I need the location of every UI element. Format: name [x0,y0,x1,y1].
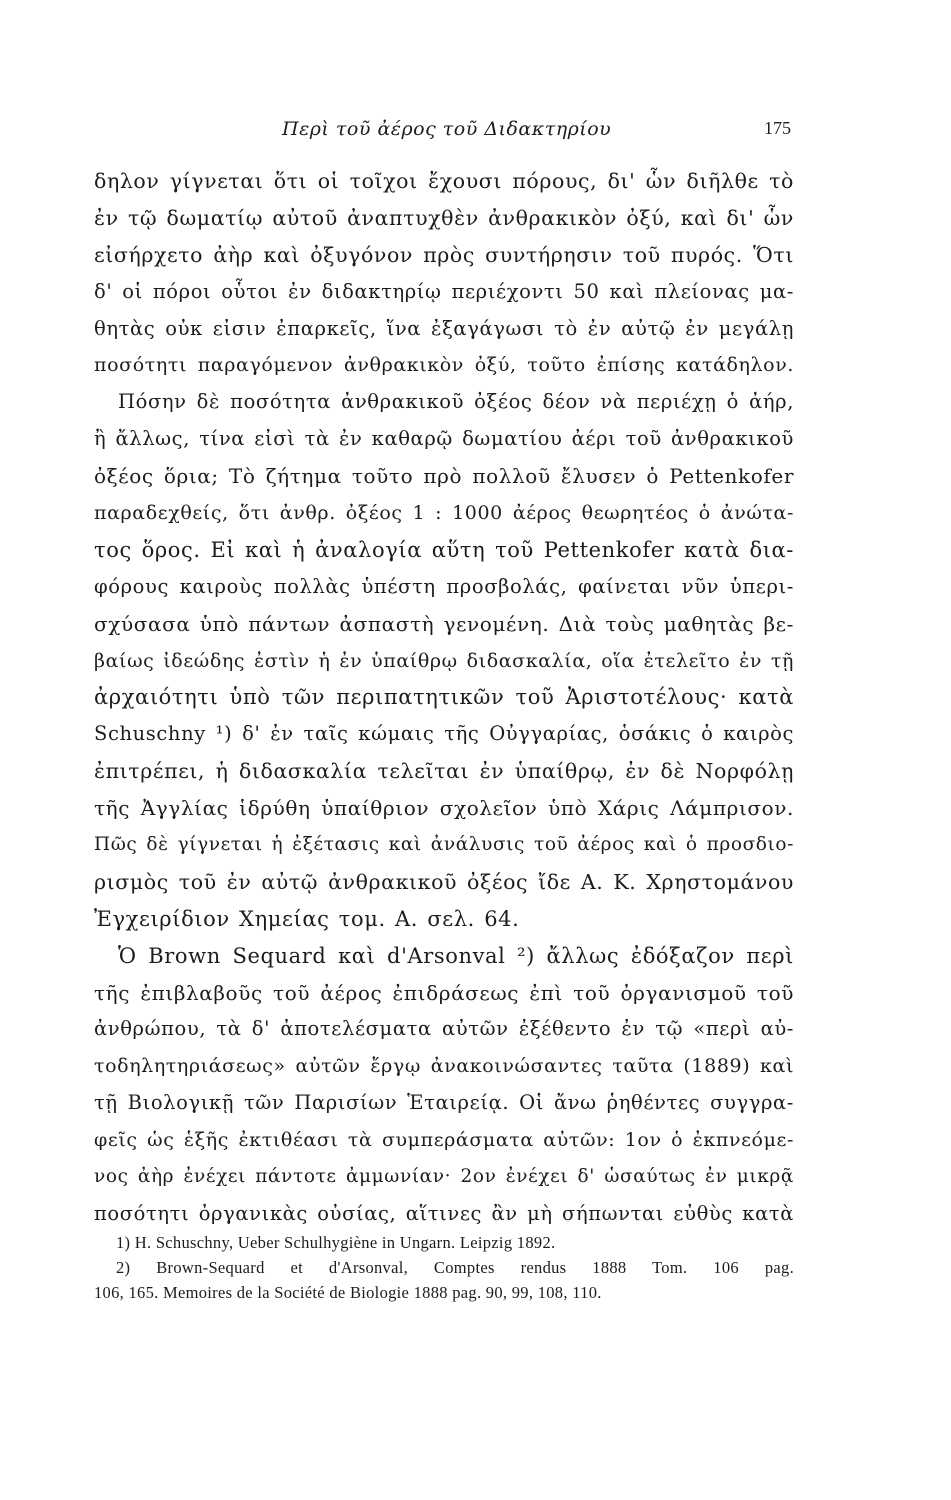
footnotes [94,1230,794,1305]
text-line: τος ὅρος. Εἰ καὶ ἡ ἀναλογία αὕτη τοῦ Pettenkofer κατὰ δια- [94,537,794,562]
text-line: τῇ Βιολογικῇ τῶν Παρισίων Ἑταιρείᾳ. Οἱ ἄνω ῥηθέντες συγγρα- [94,1091,794,1115]
text-line: τῆς Ἀγγλίας ἱδρύθη ὑπαίθριον σχολεῖον ὑπὸ Χάρις Λάμπρισον. [94,796,794,821]
text-line: τῆς ἐπιβλαβοῦς τοῦ ἀέρος ἐπιδράσεως ἐπὶ τοῦ ὀργανισμοῦ τοῦ [94,980,794,1005]
text-line: Πῶς δὲ γίγνεται ἡ ἐξέτασις καὶ ἀνάλυσις τοῦ ἀέρος καὶ ὁ προσδιο- [94,834,794,856]
text-line: ἀνθρώπου, τὰ δ' ἀποτελέσματα αὐτῶν ἐξέθεντο ἐν τῷ «περὶ αὐ- [94,1017,794,1041]
text-line: Ὁ Brown Sequard καὶ d'Arsonval ²) ἄλλως ἐδόξαζον περὶ [118,943,794,968]
text-line: ἐπιτρέπει, ἡ διδασκαλία τελεῖται ἐν ὑπαίθρῳ, ἐν δὲ Νορφόλῃ [94,759,794,784]
footnote-2: 2) Brown-Sequard et d'Arsonval, Comptes rendus 1888 Tom. 106 pag. [116,1258,794,1277]
text-line: νος ἀὴρ ἐνέχει πάντοτε ἀμμωνίαν· 2ον ἐνέχει δ' ὡσαύτως ἐν μικρᾷ [94,1166,794,1188]
text-line: παραδεχθείς, ὅτι ἀνθρ. ὀξέος 1 : 1000 ἀέρος θεωρητέος ὁ ἀνώτα- [94,502,794,525]
text-line: δηλον γίγνεται ὅτι οἱ τοῖχοι ἔχουσι πόρους, δι' ὧν διῆλθε τὸ [94,169,794,193]
text-line: Ἐγχειρίδιον Χημείας τομ. Α. σελ. 64. [94,906,520,931]
text-line: ὀξέος ὅρια; Τὸ ζήτημα τοῦτο πρὸ πολλοῦ ἔλυσεν ὁ Pettenkofer [94,464,794,489]
text-line: ἐν τῷ δωματίῳ αὐτοῦ ἀναπτυχθὲν ἀνθρακικὸν ὀξύ, καὶ δι' ὧν [94,205,794,230]
text-line: τοδηλητηριάσεως» αὐτῶν ἔργῳ ἀνακοινώσαντες ταῦτα (1889) καὶ [94,1055,794,1078]
text-line: ποσότητι ὀργανικὰς οὐσίας, αἵτινες ἂν μὴ σήπωνται εὐθὺς κατὰ [94,1201,794,1225]
footnote-1: 1) H. Schuschny, Ueber Schulhygiène in Ungarn. Leipzig 1892. [116,1233,556,1252]
text-line: ἀρχαιότητι ὑπὸ τῶν περιπατητικῶν τοῦ Ἀριστοτέλους· κατὰ [94,685,794,710]
text-line: ποσότητι παραγόμενον ἀνθρακικὸν ὀξύ, τοῦτο ἐπίσης κατάδηλον. [94,354,794,377]
text-line: ἢ ἄλλως, τίνα εἰσὶ τὰ ἐν καθαρῷ δωματίου ἀέρι τοῦ ἀνθρακικοῦ [94,427,794,451]
running-title: Περὶ τοῦ ἀέρος τοῦ Διδακτηρίου [282,118,612,140]
text-line: θητὰς οὐκ εἰσιν ἐπαρκεῖς, ἵνα ἐξαγάγωσι τὸ ἐν αὐτῷ ἐν μεγάλῃ [94,316,794,340]
text-line: φεῖς ὡς ἑξῆς ἐκτιθέασι τὰ συμπεράσματα αὐτῶν: 1ον ὁ ἐκπνεόμε- [94,1129,794,1152]
page-number: 175 [764,118,791,138]
text-line: Πόσην δὲ ποσότητα ἀνθρακικοῦ ὀξέος δέον νὰ περιέχῃ ὁ ἀήρ, [118,390,794,414]
footnote-2-continued: 106, 165. Memoires de la Société de Biologie 1888 pag. 90, 99, 108, 110. [94,1283,602,1302]
text-line: δ' οἱ πόροι οὗτοι ἐν διδακτηρίῳ περιέχοντι 50 καὶ πλείονας μα- [94,279,794,303]
text-line: σχύσασα ὑπὸ πάντων ἀσπαστὴ γενομένη. Διὰ τοὺς μαθητὰς βε- [94,611,794,636]
text-line: βαίως ἰδεώδης ἐστὶν ἡ ἐν ὑπαίθρῳ διδασκαλία, οἵα ἐτελεῖτο ἐν τῇ [94,649,794,672]
text-line: ρισμὸς τοῦ ἐν αὐτῷ ἀνθρακικοῦ ὀξέος ἴδε Α. Κ. Χρηστομάνου [94,869,794,894]
body-text [94,163,794,1233]
text-line: εἰσήρχετο ἀὴρ καὶ ὀξυγόνον πρὸς συντήρησιν τοῦ πυρός. Ὅτι [94,242,794,267]
text-line: φόρους καιροὺς πολλὰς ὑπέστη προσβολάς, φαίνεται νῦν ὑπερι- [94,574,794,598]
text-line: Schuschny ¹) δ' ἐν ταῖς κώμαις τῆς Οὐγγαρίας, ὁσάκις ὁ καιρὸς [94,722,794,746]
